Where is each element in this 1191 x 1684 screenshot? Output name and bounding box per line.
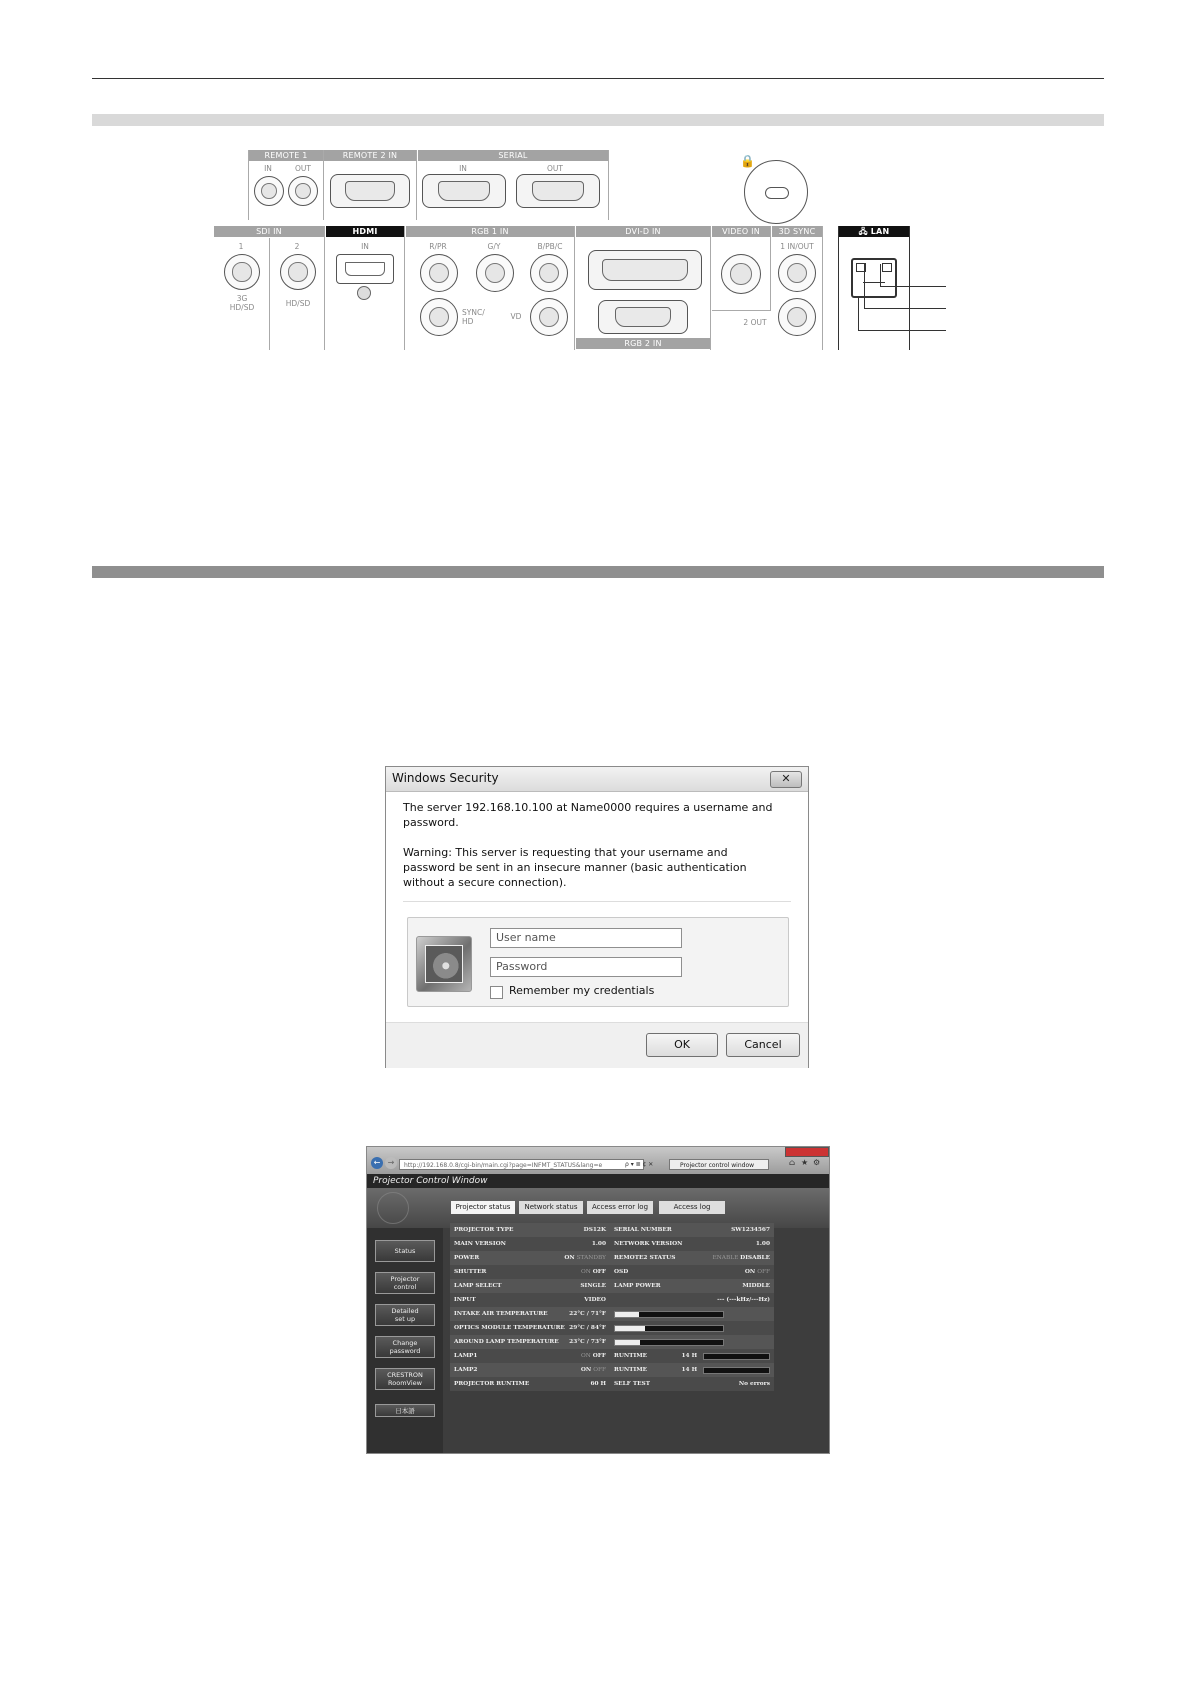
status-label: MAIN VERSION bbox=[454, 1241, 506, 1247]
user-avatar-icon bbox=[416, 936, 472, 992]
lock-icon: 🔒 bbox=[740, 154, 755, 168]
dialog-message: The server 192.168.10.100 at Name0000 requires a username and password. bbox=[403, 801, 773, 829]
serial-group bbox=[418, 150, 609, 220]
dialog-title: Windows Security bbox=[392, 771, 499, 785]
ok-button[interactable]: OK bbox=[646, 1033, 718, 1057]
rgb2-label: RGB 2 IN bbox=[576, 338, 710, 349]
status-label: PROJECTOR TYPE bbox=[454, 1227, 514, 1233]
callout-line-3h bbox=[858, 330, 946, 331]
callout-line-1h bbox=[880, 286, 946, 287]
status-cell-right bbox=[610, 1335, 774, 1349]
remote2-group bbox=[324, 150, 417, 220]
browser-chrome bbox=[367, 1147, 829, 1174]
star-icon[interactable]: ★ bbox=[801, 1158, 809, 1167]
status-label: INPUT bbox=[454, 1297, 476, 1303]
status-label: SERIAL NUMBER bbox=[614, 1227, 672, 1233]
remember-label: Remember my credentials bbox=[509, 984, 655, 997]
sync3d-2out-label: 2 OUT bbox=[743, 318, 767, 327]
sdi-label: SDI IN bbox=[214, 226, 324, 237]
serial-out-label: OUT bbox=[547, 164, 563, 173]
dvi-group bbox=[576, 226, 711, 350]
status-cell-left bbox=[450, 1223, 610, 1237]
status-value: ON OFF bbox=[581, 1269, 606, 1275]
status-label: LAMP POWER bbox=[614, 1283, 661, 1289]
tab-access-error-log[interactable]: Access error log bbox=[587, 1201, 653, 1214]
dialog-footer bbox=[386, 1022, 808, 1068]
sync3d-io-label: 1 IN/OUT bbox=[780, 242, 814, 251]
dvi-connector bbox=[588, 250, 702, 290]
status-value: ENABLE DISABLE bbox=[712, 1255, 770, 1261]
sdi-1-label: 1 bbox=[238, 242, 244, 251]
home-icon[interactable]: ⌂ bbox=[789, 1158, 796, 1167]
status-label: POWER bbox=[454, 1255, 480, 1261]
header-rule bbox=[92, 78, 1104, 79]
status-value: No errors bbox=[738, 1381, 770, 1387]
remote1-in-label: IN bbox=[264, 164, 272, 173]
projector-control-window bbox=[366, 1146, 830, 1454]
status-row bbox=[450, 1321, 774, 1335]
sdi-2-note: HD/SD bbox=[285, 299, 311, 308]
rear-panel-illustration bbox=[214, 150, 964, 360]
status-cell-left bbox=[450, 1349, 610, 1363]
rgb1-b-jack bbox=[530, 254, 568, 292]
status-label: AROUND LAMP TEMPERATURE bbox=[454, 1339, 559, 1345]
status-label: LAMP SELECT bbox=[454, 1283, 502, 1289]
logo-circle-icon bbox=[377, 1192, 409, 1224]
rgb1-group bbox=[406, 226, 575, 350]
status-button[interactable]: Status bbox=[375, 1240, 435, 1262]
video-jack bbox=[721, 254, 761, 294]
section-band-dark bbox=[92, 566, 1104, 578]
status-cell-left bbox=[450, 1377, 610, 1391]
rgb1-vd-label: VD bbox=[510, 312, 522, 321]
tab-access-log[interactable]: Access log bbox=[659, 1201, 725, 1214]
sdi-2-label: 2 bbox=[294, 242, 300, 251]
remote1-group bbox=[248, 150, 324, 220]
status-cell-left bbox=[450, 1265, 610, 1279]
remote2-connector bbox=[330, 174, 410, 208]
remember-checkbox[interactable] bbox=[490, 986, 503, 999]
remote1-in-jack bbox=[254, 176, 284, 206]
back-icon[interactable]: ← bbox=[371, 1157, 383, 1169]
status-value: ON OFF bbox=[744, 1269, 770, 1275]
status-label: SELF TEST bbox=[614, 1381, 651, 1387]
crestron-roomview-button[interactable]: CRESTRON RoomView bbox=[375, 1368, 435, 1390]
rgb1-sync-label: SYNC/ HD bbox=[462, 308, 485, 326]
status-row bbox=[450, 1251, 774, 1265]
rgb1-vd-jack bbox=[530, 298, 568, 336]
status-row bbox=[450, 1349, 774, 1363]
status-row bbox=[450, 1237, 774, 1251]
control-window-title: Projector Control Window bbox=[367, 1174, 829, 1188]
status-value: DS12K bbox=[583, 1227, 606, 1233]
status-cell-right bbox=[610, 1279, 774, 1293]
sdi-group bbox=[214, 226, 325, 350]
remote2-label: REMOTE 2 IN bbox=[324, 150, 416, 161]
status-value: ON OFF bbox=[581, 1353, 606, 1359]
dvi-label: DVI-D IN bbox=[576, 226, 710, 237]
status-cell-right bbox=[610, 1363, 774, 1377]
status-value: MIDDLE bbox=[742, 1283, 770, 1289]
close-icon[interactable]: ✕ bbox=[770, 771, 802, 788]
hdmi-label: HDMI bbox=[326, 226, 404, 237]
status-label: INTAKE AIR TEMPERATURE bbox=[454, 1311, 548, 1317]
status-cell-right bbox=[610, 1293, 774, 1307]
sync3d-1-jack bbox=[778, 254, 816, 292]
rgb1-b-label: B/PB/C bbox=[537, 242, 563, 251]
status-label: LAMP2 bbox=[454, 1367, 478, 1373]
serial-in-connector bbox=[422, 174, 506, 208]
detailed-setup-button[interactable]: Detailed set up bbox=[375, 1304, 435, 1326]
status-value: ON OFF bbox=[580, 1367, 606, 1373]
status-row bbox=[450, 1279, 774, 1293]
serial-label: SERIAL bbox=[418, 150, 608, 161]
status-row bbox=[450, 1223, 774, 1237]
dialog-titlebar bbox=[386, 767, 808, 792]
status-cell-right bbox=[610, 1251, 774, 1265]
rgb1-g-jack bbox=[476, 254, 514, 292]
window-controls[interactable] bbox=[785, 1147, 829, 1157]
status-value: ON STANDBY bbox=[564, 1255, 606, 1261]
temperature-bar bbox=[614, 1311, 724, 1318]
dialog-warning: Warning: This server is requesting that your username and password be sent in an insecure manner (basic authentication without a secure connection). bbox=[403, 846, 747, 889]
japanese-language-button[interactable]: 日本語 bbox=[375, 1404, 435, 1417]
progress-bar bbox=[703, 1353, 770, 1360]
status-row bbox=[450, 1377, 774, 1391]
status-value: SINGLE bbox=[580, 1283, 606, 1289]
sdi-1-jack bbox=[224, 254, 260, 290]
browser-tab[interactable]: Projector control window bbox=[669, 1159, 769, 1170]
rgb1-g-label: G/Y bbox=[487, 242, 501, 251]
callout-line-2 bbox=[864, 264, 865, 308]
status-row bbox=[450, 1335, 774, 1349]
status-cell-right bbox=[610, 1321, 774, 1335]
status-value: 14 H bbox=[681, 1367, 698, 1373]
forward-icon[interactable]: → bbox=[385, 1157, 397, 1169]
progress-bar bbox=[703, 1367, 770, 1374]
username-input[interactable] bbox=[490, 928, 682, 948]
status-row bbox=[450, 1307, 774, 1321]
remote1-label: REMOTE 1 bbox=[249, 150, 323, 161]
serial-in-label: IN bbox=[459, 164, 467, 173]
serial-out-connector bbox=[516, 174, 600, 208]
sync3d-group bbox=[743, 226, 823, 350]
callout-line-3 bbox=[858, 298, 859, 330]
change-password-button[interactable]: Change password bbox=[375, 1336, 435, 1358]
windows-security-dialog bbox=[385, 766, 809, 1068]
hdmi-in-label: IN bbox=[361, 242, 369, 251]
hdmi-screw bbox=[357, 286, 371, 300]
network-icon: 🖧 bbox=[858, 227, 871, 236]
status-value: 14 H bbox=[681, 1353, 698, 1359]
status-value: 22°C / 71°F bbox=[569, 1311, 606, 1317]
remote1-out-label: OUT bbox=[295, 164, 311, 173]
rgb1-r-jack bbox=[420, 254, 458, 292]
sdi-1-note: 3G HD/SD bbox=[229, 294, 255, 312]
status-cell-right bbox=[610, 1237, 774, 1251]
status-label: NETWORK VERSION bbox=[614, 1241, 683, 1247]
status-cell-left bbox=[450, 1335, 610, 1349]
status-row bbox=[450, 1293, 774, 1307]
sync3d-2-jack bbox=[778, 298, 816, 336]
status-label: PROJECTOR RUNTIME bbox=[454, 1381, 530, 1387]
cancel-button[interactable]: Cancel bbox=[726, 1033, 800, 1057]
status-label: OSD bbox=[614, 1269, 629, 1275]
video-group bbox=[712, 226, 771, 311]
tab-network-status[interactable]: Network status bbox=[519, 1201, 583, 1214]
callout-line-1 bbox=[880, 264, 881, 286]
rgb1-label: RGB 1 IN bbox=[406, 226, 574, 237]
lan-port bbox=[851, 258, 897, 298]
status-cell-left bbox=[450, 1363, 610, 1377]
address-bar-icons[interactable]: ρ ▾ ≣ ¢ ✕ bbox=[625, 1161, 654, 1168]
credential-panel bbox=[407, 917, 789, 1007]
status-cell-left bbox=[450, 1321, 610, 1335]
projector-control-button[interactable]: Projector control bbox=[375, 1272, 435, 1294]
status-table bbox=[450, 1223, 774, 1391]
status-cell-right bbox=[610, 1349, 774, 1363]
status-label: OPTICS MODULE TEMPERATURE bbox=[454, 1325, 565, 1331]
rgb1-sync-jack bbox=[420, 298, 458, 336]
status-label: RUNTIME bbox=[614, 1353, 648, 1359]
temperature-bar bbox=[614, 1339, 724, 1346]
status-cell-left bbox=[450, 1279, 610, 1293]
temperature-bar bbox=[614, 1325, 724, 1332]
status-value: SW1234567 bbox=[731, 1227, 770, 1233]
status-row bbox=[450, 1265, 774, 1279]
status-cell-right bbox=[610, 1223, 774, 1237]
status-value: 23°C / 73°F bbox=[569, 1339, 606, 1345]
dialog-separator bbox=[403, 901, 791, 902]
status-value: --- (---kHz/---Hz) bbox=[717, 1297, 770, 1303]
rgb1-r-label: R/PR bbox=[429, 242, 447, 251]
gear-icon[interactable]: ⚙ bbox=[813, 1158, 821, 1167]
status-cell-left bbox=[450, 1237, 610, 1251]
status-value: 1.00 bbox=[755, 1241, 770, 1247]
status-label: LAMP1 bbox=[454, 1353, 478, 1359]
status-cell-left bbox=[450, 1307, 610, 1321]
lan-group bbox=[838, 226, 910, 350]
security-slot bbox=[744, 160, 808, 224]
status-cell-left bbox=[450, 1251, 610, 1265]
sdi-2-jack bbox=[280, 254, 316, 290]
status-value: 29°C / 84°F bbox=[569, 1325, 606, 1331]
status-label: SHUTTER bbox=[454, 1269, 487, 1275]
status-value: 1.00 bbox=[591, 1241, 606, 1247]
status-value: 60 H bbox=[590, 1381, 606, 1387]
address-bar[interactable]: http://192.168.0.8/cgi-bin/main.cgi?page=INFMT_STATUS&lang=e bbox=[399, 1159, 644, 1170]
status-cell-right bbox=[610, 1377, 774, 1391]
password-input[interactable] bbox=[490, 957, 682, 977]
hdmi-group bbox=[326, 226, 405, 350]
sync3d-label: 3D SYNC bbox=[772, 226, 822, 237]
status-label: RUNTIME bbox=[614, 1367, 648, 1373]
status-cell-left bbox=[450, 1293, 610, 1307]
status-row bbox=[450, 1363, 774, 1377]
status-value: VIDEO bbox=[584, 1297, 606, 1303]
status-cell-right bbox=[610, 1265, 774, 1279]
status-cell-right bbox=[610, 1307, 774, 1321]
lan-label: 🖧 LAN bbox=[839, 226, 909, 237]
video-label: VIDEO IN bbox=[712, 226, 770, 237]
side-menu bbox=[367, 1228, 443, 1453]
tab-projector-status[interactable]: Projector status bbox=[451, 1201, 515, 1214]
section-band-light bbox=[92, 114, 1104, 126]
hdmi-port bbox=[336, 254, 394, 284]
remote1-out-jack bbox=[288, 176, 318, 206]
status-label: REMOTE2 STATUS bbox=[614, 1255, 676, 1261]
callout-line-2h bbox=[864, 308, 946, 309]
rgb2-connector bbox=[598, 300, 688, 334]
